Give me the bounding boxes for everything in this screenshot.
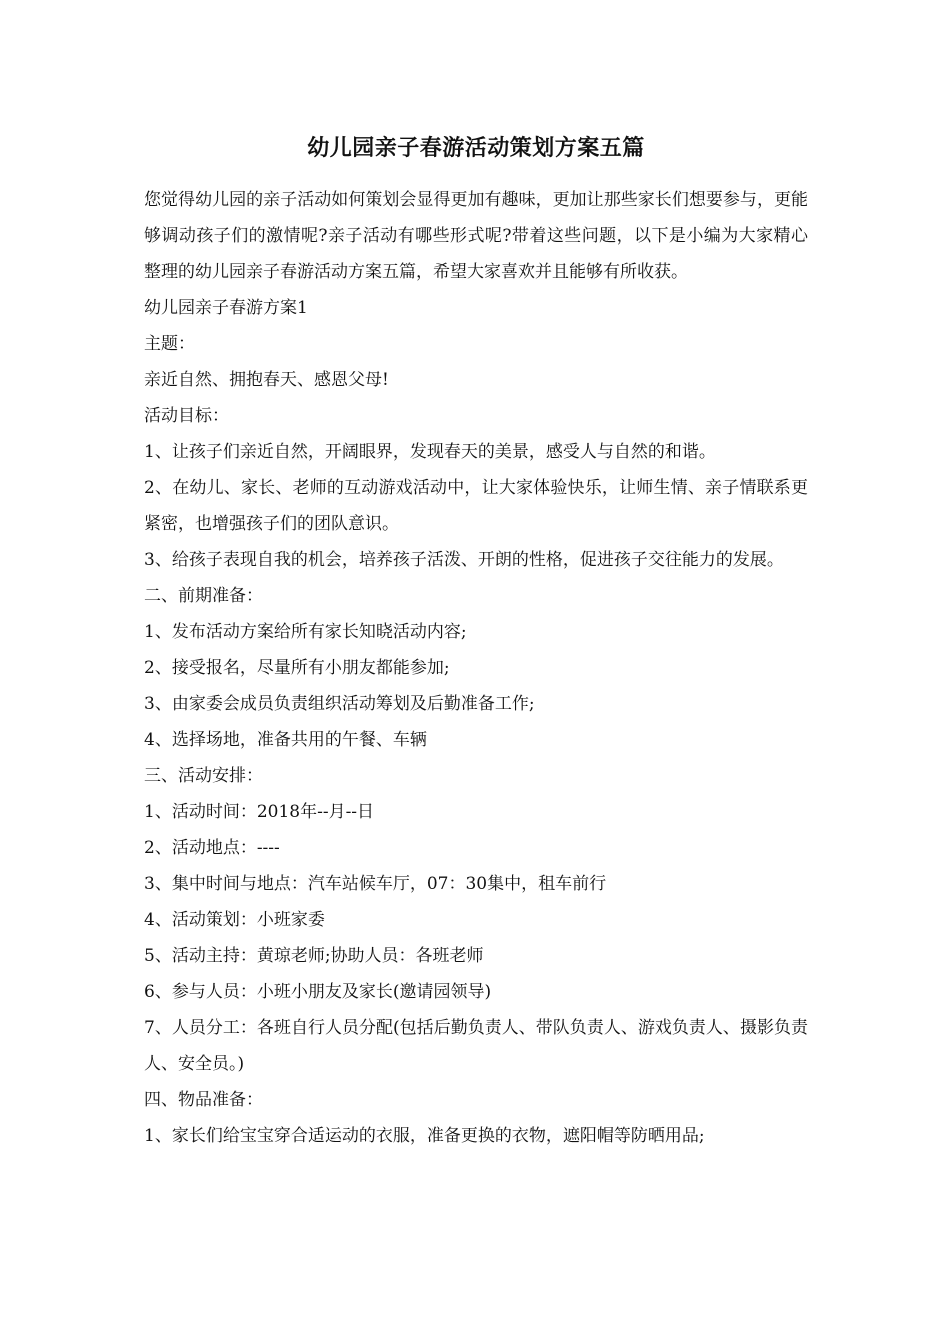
intro-paragraph: 您觉得幼儿园的亲子活动如何策划会显得更加有趣味，更加让那些家长们想要参与，更能够调动孩子们的激情呢?亲子活动有哪些形式呢?带着这些问题，以下是小编为大家精心整理的幼儿园亲子春游活动方案五篇，希望大家喜欢并且能够有所收获。: [144, 190, 808, 282]
list-item: 4、活动策划：小班家委: [144, 910, 325, 930]
document-title: 幼儿园亲子春游活动策划方案五篇: [307, 135, 645, 161]
section-heading: 四、物品准备：: [144, 1090, 263, 1110]
section-heading: 三、活动安排：: [144, 766, 263, 786]
list-item: 1、家长们给宝宝穿合适运动的衣服，准备更换的衣物，遮阳帽等防晒用品;: [144, 1126, 705, 1146]
section-heading: 二、前期准备：: [144, 586, 263, 606]
list-item: 4、选择场地，准备共用的午餐、车辆: [144, 730, 427, 750]
list-item: 3、给孩子表现自我的机会，培养孩子活泼、开朗的性格，促进孩子交往能力的发展。: [144, 550, 784, 570]
list-item: 1、活动时间：2018年--月--日: [144, 802, 375, 822]
document-body: [144, 182, 808, 1154]
paragraph: 主题：: [144, 334, 195, 354]
section-heading: 幼儿园亲子春游方案1: [144, 298, 308, 318]
document-page: [144, 128, 808, 1154]
list-item: 1、让孩子们亲近自然，开阔眼界，发现春天的美景，感受人与自然的和谐。: [144, 442, 716, 462]
paragraph: 活动目标：: [144, 406, 229, 426]
list-item: 2、活动地点：----: [144, 838, 280, 858]
list-item: 7、人员分工：各班自行人员分配(包括后勤负责人、带队负责人、游戏负责人、摄影负责人、安全员。): [144, 1018, 808, 1074]
list-item: 5、活动主持：黄琼老师;协助人员：各班老师: [144, 946, 484, 966]
paragraph: 亲近自然、拥抱春天、感恩父母!: [144, 370, 389, 390]
list-item: 6、参与人员：小班小朋友及家长(邀请园领导): [144, 982, 492, 1002]
list-item: 2、接受报名，尽量所有小朋友都能参加;: [144, 658, 450, 678]
list-item: 2、在幼儿、家长、老师的互动游戏活动中，让大家体验快乐，让师生情、亲子情联系更紧密，也增强孩子们的团队意识。: [144, 478, 808, 534]
list-item: 1、发布活动方案给所有家长知晓活动内容;: [144, 622, 467, 642]
list-item: 3、由家委会成员负责组织活动筹划及后勤准备工作;: [144, 694, 535, 714]
list-item: 3、集中时间与地点：汽车站候车厅，07：30集中，租车前行: [144, 874, 607, 894]
